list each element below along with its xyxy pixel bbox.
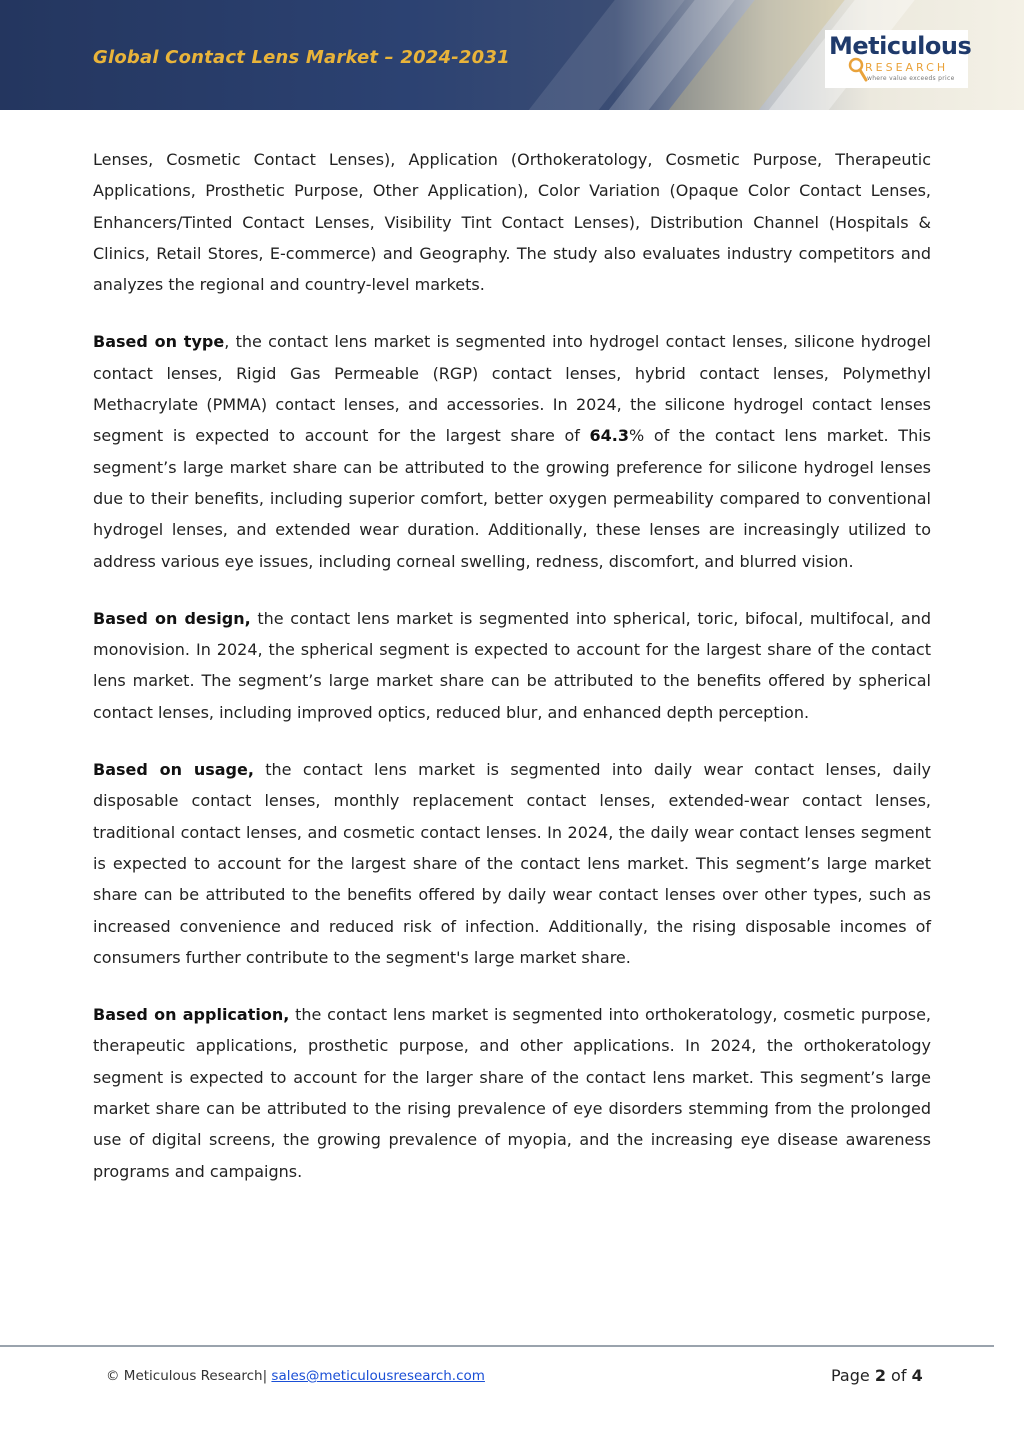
paragraph-text: the contact lens market is segmented into daily wear contact lenses, daily disposable contact lenses, monthly replacement contact lenses, extended-wear contact lenses, traditional contact lenses, and cosmetic contact lenses. In 2024, the daily wear contact lenses segment is expected to account for the largest share of the contact lens market. This segment’s large market share can be attributed to the benefits offered by daily wear contact lenses over other types, such as increased convenience and reduced risk of infection. Additionally, the rising disposable incomes of consumers further contribute to the segment's large market share. xyxy=(93,760,931,967)
sales-email-link[interactable]: sales@meticulousresearch.com xyxy=(271,1368,485,1384)
paragraph-application-segment xyxy=(93,999,931,1187)
paragraph-text: Lenses, Cosmetic Contact Lenses), Application (Orthokeratology, Cosmetic Purpose, Therapeutic Applications, Prosthetic Purpose, Other Application), Color Variation (Opaque Color Contact Lenses, Enhancers/Tinted Contact Lenses, Visibility Tint Contact Lenses), Distribution Channel (Hospitals & Clinics, Retail Stores, E-commerce) and Geography. The study also evaluates industry competitors and analyzes the regional and country-level markets. xyxy=(93,150,931,295)
total-pages: 4 xyxy=(911,1366,923,1385)
paragraph-lead: Based on design, xyxy=(93,608,251,628)
paragraph-text: the contact lens market is segmented into orthokeratology, cosmetic purpose, therapeutic applications, prosthetic purpose, and other applications. In 2024, the orthokeratology segment is expected to account for the larger share of the contact lens market. This segment’s large market share can be attributed to the rising prevalence of eye disorders stemming from the prolonged use of digital screens, the growing prevalence of myopia, and the increasing eye disease awareness programs and campaigns. xyxy=(93,1005,931,1181)
logo-tagline: where value exceeds price xyxy=(867,75,955,82)
paragraph-design-segment xyxy=(93,603,931,728)
page-of-label: of xyxy=(885,1366,912,1385)
paragraph-lead: Based on type xyxy=(93,332,225,352)
report-body xyxy=(93,144,931,1213)
footer-copyright xyxy=(106,1368,485,1384)
logo-subtitle: RESEARCH xyxy=(865,61,949,74)
paragraph-text: % of the contact lens market. This segment’s large market share can be attributed to the growing preference for silicone hydrogel lenses due to their benefits, including superior comfort, better oxygen permeability compared to conventional hydrogel lenses, and extended wear duration. Additionally, these lenses are increasingly utilized to address various eye issues, including corneal swelling, redness, discomfort, and blurred vision. xyxy=(93,426,931,571)
paragraph-intro-continuation xyxy=(93,144,931,300)
document-title: Global Contact Lens Market – 2024-2031 xyxy=(93,47,510,68)
page-header-banner xyxy=(0,0,1024,110)
page-label: Page xyxy=(831,1366,875,1385)
paragraph-text: the contact lens market is segmented into spherical, toric, bifocal, multifocal, and monovision. In 2024, the spherical segment is expected to account for the largest share of the contact lens market. The segment’s large market share can be attributed to the benefits offered by spherical contact lenses, including improved optics, reduced blur, and enhanced depth perception. xyxy=(93,608,932,722)
paragraph-lead: Based on application, xyxy=(93,1005,290,1025)
paragraph-usage-segment xyxy=(93,754,931,973)
footer-divider xyxy=(0,1345,994,1347)
copyright-text: © Meticulous Research| xyxy=(106,1368,272,1384)
page-number xyxy=(831,1366,923,1385)
current-page: 2 xyxy=(874,1366,886,1385)
meticulous-research-logo xyxy=(825,30,972,88)
paragraph-lead: Based on usage, xyxy=(93,760,254,780)
logo-name: Meticulous xyxy=(829,32,972,60)
paragraph-type-segment xyxy=(93,326,931,576)
share-highlight: 64.3 xyxy=(589,426,630,446)
paragraph-text: , the contact lens market is segmented into hydrogel contact lenses, silicone hydrogel contact lenses, Rigid Gas Permeable (RGP) contact lenses, hybrid contact lenses, Polymethyl Methacrylate (PMMA) contact lenses, and accessories. In 2024, the silicone hydrogel contact lenses segment is expected to account for the largest share of xyxy=(93,332,931,446)
